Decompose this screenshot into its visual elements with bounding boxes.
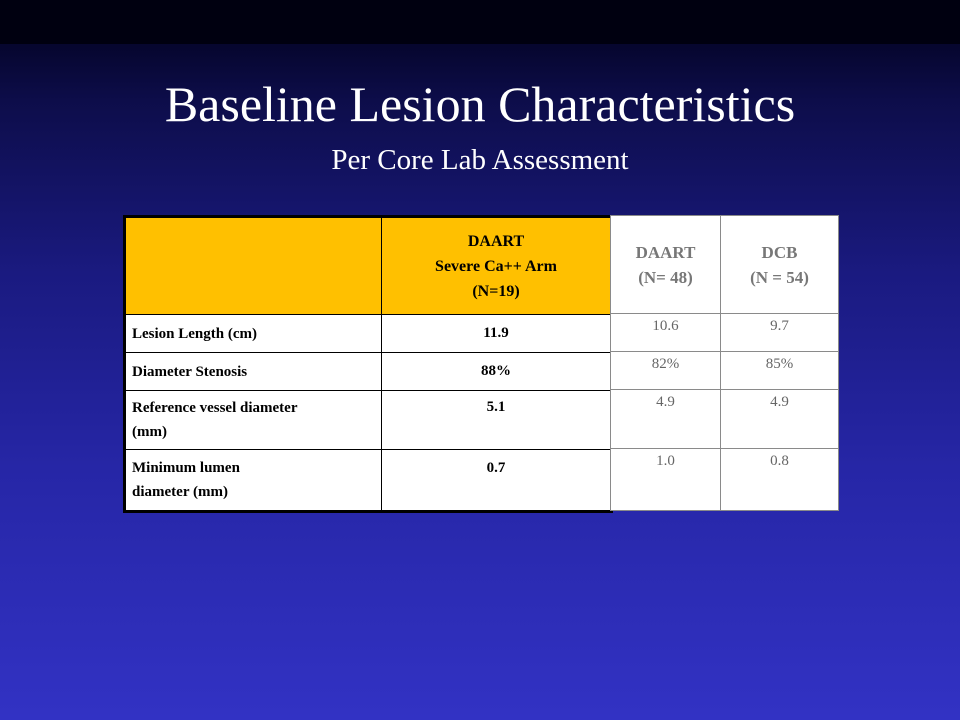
severe-arm-header-line3: (N=19) — [472, 282, 520, 300]
table-row — [611, 314, 839, 352]
row-label-line: diameter (mm) — [132, 484, 228, 500]
comparison-table — [610, 215, 839, 511]
row-label-lesion-length: Lesion Length (cm) — [125, 315, 382, 353]
severe-arm-header-line2: Severe Ca++ Arm — [435, 257, 557, 275]
value-lesion-length: 11.9 — [382, 315, 612, 353]
dcb-minimum-lumen-diameter: 0.8 — [721, 449, 839, 511]
daart-reference-vessel-diameter: 4.9 — [611, 390, 721, 449]
table-row — [611, 449, 839, 511]
row-label-reference-vessel-diameter — [125, 391, 382, 450]
value-minimum-lumen-diameter: 0.7 — [382, 450, 612, 512]
table-row — [611, 352, 839, 390]
column-count: (N= 48) — [638, 267, 693, 287]
severe-arm-header-line1: DAART — [467, 232, 525, 250]
row-label-header-cell — [125, 217, 382, 315]
column-name: DAART — [635, 242, 696, 262]
dcb-column-header — [721, 216, 839, 314]
severe-calcium-table — [123, 215, 613, 513]
column-name: DCB — [761, 242, 798, 262]
table-row — [125, 391, 612, 450]
daart-lesion-length: 10.6 — [611, 314, 721, 352]
row-label-line: Reference vessel diameter — [132, 400, 298, 416]
daart-column-header — [611, 216, 721, 314]
row-label-line: Minimum lumen — [132, 460, 240, 476]
table-row — [125, 315, 612, 353]
daart-diameter-stenosis: 82% — [611, 352, 721, 390]
row-label-diameter-stenosis: Diameter Stenosis — [125, 353, 382, 391]
table-row — [125, 353, 612, 391]
value-diameter-stenosis: 88% — [382, 353, 612, 391]
slide-title: Baseline Lesion Characteristics — [164, 76, 796, 132]
table-row — [125, 450, 612, 512]
dcb-reference-vessel-diameter: 4.9 — [721, 390, 839, 449]
severe-arm-header — [382, 217, 612, 315]
slide-subtitle: Per Core Lab Assessment — [331, 144, 629, 176]
row-label-line: (mm) — [132, 424, 167, 440]
dcb-lesion-length: 9.7 — [721, 314, 839, 352]
daart-minimum-lumen-diameter: 1.0 — [611, 449, 721, 511]
table-row — [611, 390, 839, 449]
dcb-diameter-stenosis: 85% — [721, 352, 839, 390]
column-count: (N = 54) — [750, 267, 809, 287]
value-reference-vessel-diameter: 5.1 — [382, 391, 612, 450]
row-label-minimum-lumen-diameter — [125, 450, 382, 512]
top-bar — [0, 0, 960, 44]
